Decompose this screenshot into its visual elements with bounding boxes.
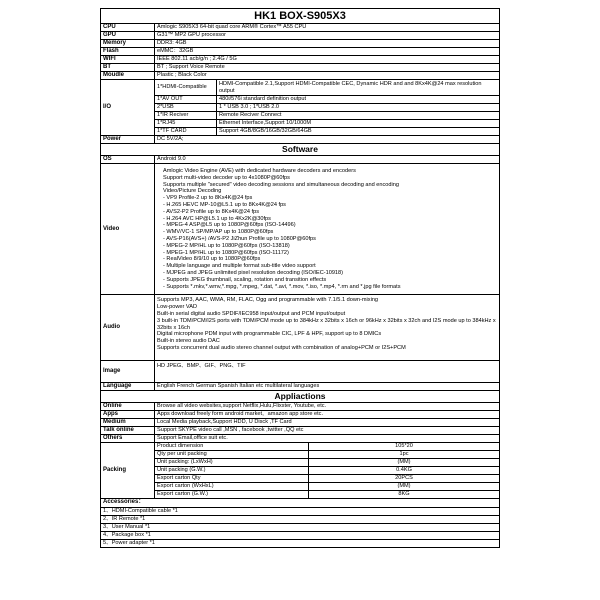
spec-sheet	[100, 8, 500, 548]
list-item: Built-in serial digital audio SPDIF/IEC958 input/output and PCM input/output	[157, 310, 346, 317]
packing-row	[101, 442, 500, 450]
spec-label: Audio	[101, 295, 155, 360]
list-item: - MPEG-4 ASP@L5 up to 1080P@60fps (ISO-14496)	[163, 222, 296, 229]
list-item: - AVS-P16(AVS+) /AVS-P2 JiZhun Profile up to 1080P@60fps	[163, 235, 316, 242]
list-item: 3 built-in TDM/PCM/I2S ports with TDM/PCM mode up to 384kHz x 32bits x 16ch or 96kHz x 32bits x 32ch and I2S mode up to 384kHz x 32bits x 16ch	[157, 317, 496, 331]
spec-row	[101, 32, 500, 40]
list-item: - AVS2-P2 Profile up to 8Kx4K@24 fps	[163, 208, 260, 215]
section-header-applications	[101, 390, 500, 402]
list-item: - MPEG-2 MP/HL up to 1080P@60fps (ISO-13818)	[163, 242, 290, 249]
packing-row	[101, 490, 500, 498]
packing-row	[101, 474, 500, 482]
list-item: Supports MP3, AAC, WMA, RM, FLAC, Ogg and programmable with 7.1/5.1 down-mixing	[157, 297, 379, 304]
accessory-row	[101, 515, 500, 523]
spec-value: BT ; Support Voice Remote	[155, 64, 500, 72]
accessory-item: 1、HDMI-Compatible cable *1	[101, 507, 500, 515]
packing-name: Qty per unit packing	[155, 450, 309, 458]
io-description: HDMI-Compatible 2.1,Support HDMI-Compatible CEC, Dynamic HDR and and 8Kx4K@24 max resolution output	[217, 80, 500, 96]
spec-row	[101, 56, 500, 64]
accessories-title: Accessories：	[101, 498, 500, 507]
io-port: 1*RJ45	[155, 120, 217, 128]
io-row	[101, 104, 500, 112]
list-item: Digital microphone PDM input with programmable CIC, LPF & HPF, support up to 8 DMICs	[157, 331, 382, 338]
spec-value: Apps download freely form android market，amazon app store etc.	[155, 410, 500, 418]
title-row	[101, 9, 500, 24]
spec-row	[101, 40, 500, 48]
io-port: 1*AV OUT	[155, 96, 217, 104]
page-title: HK1 BOX-S905X3	[101, 9, 500, 24]
spec-label: Talk online	[101, 426, 155, 434]
packing-value: 105*20	[309, 442, 500, 450]
packing-name: Product dimension	[155, 442, 309, 450]
image-row	[101, 360, 500, 382]
video-list	[155, 164, 500, 295]
packing-name: Unit packing (G.W.)	[155, 466, 309, 474]
accessory-row	[101, 539, 500, 547]
spec-label: Medium	[101, 418, 155, 426]
io-description: Remote Reciver Connect	[217, 112, 500, 120]
packing-name: Export carton Qty	[155, 474, 309, 482]
io-row	[101, 96, 500, 104]
spec-label: GPU	[101, 32, 155, 40]
io-port: 1*IR Reciver	[155, 112, 217, 120]
io-description: Ethernet Interface,Support 10/1000M	[217, 120, 500, 128]
audio-list	[155, 295, 500, 360]
packing-value: (MM)	[309, 482, 500, 490]
packing-value: (MM)	[309, 458, 500, 466]
list-item: - Multiple language and multiple format sub-title video support	[163, 263, 316, 270]
spec-label: Flash	[101, 48, 155, 56]
packing-row	[101, 458, 500, 466]
list-item: - WMV/VC-1 SP/MP/AP up to 1080P@60fps	[163, 229, 274, 236]
packing-name: Export carton (WxHxL)	[155, 482, 309, 490]
app-row	[101, 410, 500, 418]
io-port: 2*USB	[155, 104, 217, 112]
spec-row	[101, 48, 500, 56]
packing-row	[101, 450, 500, 458]
list-item: - H.265 HEVC MP-10@L5.1 up to 8Kx4K@24 fps	[163, 201, 286, 208]
packing-row	[101, 466, 500, 474]
list-item: - RealVideo 8/9/10 up to 1080P@60fps	[163, 256, 261, 263]
list-item: - Supports JPEG thumbnail, scaling, rotation and transition effects	[163, 276, 327, 283]
io-description: 1 * USB 3.0 ; 1*USB 2.0	[217, 104, 500, 112]
audio-row	[101, 295, 500, 360]
packing-name: Unit packing: (LxWxH)	[155, 458, 309, 466]
packing-row	[101, 482, 500, 490]
list-item: - VP9 Profile-2 up to 8Kx4K@24 fps	[163, 195, 253, 202]
spec-label: BT	[101, 64, 155, 72]
spec-value: Support SKYPE video call ,MSN , facebook ,twitter ,QQ etc	[155, 426, 500, 434]
accessory-row	[101, 531, 500, 539]
section-title: Appliactions	[101, 390, 500, 402]
list-item: Built-in stereo audio DAC	[157, 338, 220, 345]
list-item: - MJPEG and JPEG unlimited pixel resolution decoding (ISO/IEC-10918)	[163, 269, 344, 276]
list-item: Supports concurrent dual audio stereo channel output with combination of analog+PCM or I2S+PCM	[157, 344, 406, 351]
app-row	[101, 426, 500, 434]
accessory-item: 2、IR Remote *1	[101, 515, 500, 523]
spec-value: Browse all video websites,support Netflix,Hulu,Flixster, Youtube, etc.	[155, 402, 500, 410]
spec-value: DDR3: 4GB	[155, 40, 500, 48]
spec-value: Android 9.0	[155, 156, 500, 164]
io-row	[101, 80, 500, 96]
spec-label: Power	[101, 136, 155, 144]
accessories-header	[101, 498, 500, 507]
spec-row	[101, 72, 500, 80]
video-row	[101, 164, 500, 295]
list-item: - MPEG-1 MP/HL up to 1080P@60fps (ISO-11172)	[163, 249, 289, 256]
spec-value: IEEE 802.11 acb/g/n ; 2.4G / 5G	[155, 56, 500, 64]
spec-value: G31™ MP2 GPU processor	[155, 32, 500, 40]
spec-value: Support Email,office suit etc.	[155, 434, 500, 442]
spec-table	[100, 8, 500, 548]
io-port: 1*TF CARD	[155, 128, 217, 136]
spec-label: Image	[101, 360, 155, 382]
list-item: - H.264 AVC HP@L5.1 up to 4Kx2K@30fps	[163, 215, 271, 222]
spec-value: Local Media playback,Support HDD, U Disck ,TF Card	[155, 418, 500, 426]
accessory-item: 3、User Manual *1	[101, 523, 500, 531]
spec-value: Plastic ; Black Color	[155, 72, 500, 80]
app-row	[101, 434, 500, 442]
io-description: Support 4GB/8GB/16GB/32GB/64GB	[217, 128, 500, 136]
spec-label: Memory	[101, 40, 155, 48]
packing-value: 8KG	[309, 490, 500, 498]
power-row	[101, 136, 500, 144]
section-title: Software	[101, 144, 500, 156]
app-row	[101, 418, 500, 426]
language-row	[101, 382, 500, 390]
spec-label: Others	[101, 434, 155, 442]
spec-value: English French German Spanish Italian etc multilateral languages	[155, 382, 500, 390]
spec-label: CPU	[101, 24, 155, 32]
spec-label: Language	[101, 382, 155, 390]
spec-label: OS	[101, 156, 155, 164]
spec-value: DC 5V/2A;	[155, 136, 500, 144]
app-row	[101, 402, 500, 410]
packing-value: 0.4KG	[309, 466, 500, 474]
spec-value: HD JPEG、BMP、GIF、PNG、TIF	[155, 360, 500, 382]
spec-label: WIFI	[101, 56, 155, 64]
spec-label: Apps	[101, 410, 155, 418]
io-row	[101, 128, 500, 136]
spec-value: eMMC：32GB	[155, 48, 500, 56]
spec-label: Online	[101, 402, 155, 410]
accessory-row	[101, 523, 500, 531]
packing-value: 20PCS	[309, 474, 500, 482]
io-label: I/O	[101, 80, 155, 136]
spec-row	[101, 24, 500, 32]
list-item: Amlogic Video Engine (AVE) with dedicated hardware decoders and encoders	[163, 168, 356, 174]
list-item: Supports multiple "secured" video decoding sessions and simultaneous decoding and encoding	[163, 181, 399, 188]
section-header-software	[101, 144, 500, 156]
accessory-row	[101, 507, 500, 515]
spec-label: Video	[101, 164, 155, 295]
list-item: Low-power VAD	[157, 304, 197, 311]
spec-value: Amlogic S905X3 64-bit quad core ARM® Cortex™ A55 CPU	[155, 24, 500, 32]
list-item: - Supports *.mkv,*.wmv,*.mpg, *.mpeg, *.dat, *.avi, *.mov, *.iso, *.mp4, *.rm and *.jpg file formats	[163, 283, 401, 290]
spec-row	[101, 64, 500, 72]
list-item: Video/Picture Decoding	[163, 188, 222, 195]
io-row	[101, 112, 500, 120]
io-row	[101, 120, 500, 128]
io-port: 1*HDMI-Compatible	[155, 80, 217, 96]
os-row	[101, 156, 500, 164]
io-description: 480i/576i standard definition output	[217, 96, 500, 104]
packing-name: Export carton (G.W.)	[155, 490, 309, 498]
packing-label: Packing	[101, 442, 155, 498]
accessory-item: 4、Package box *1	[101, 531, 500, 539]
list-item: Support multi-video decoder up to 4x1080P@60fps	[163, 174, 290, 181]
spec-label: Moudle	[101, 72, 155, 80]
packing-value: 1pc	[309, 450, 500, 458]
accessory-item: 5、Power adapter *1	[101, 539, 500, 547]
